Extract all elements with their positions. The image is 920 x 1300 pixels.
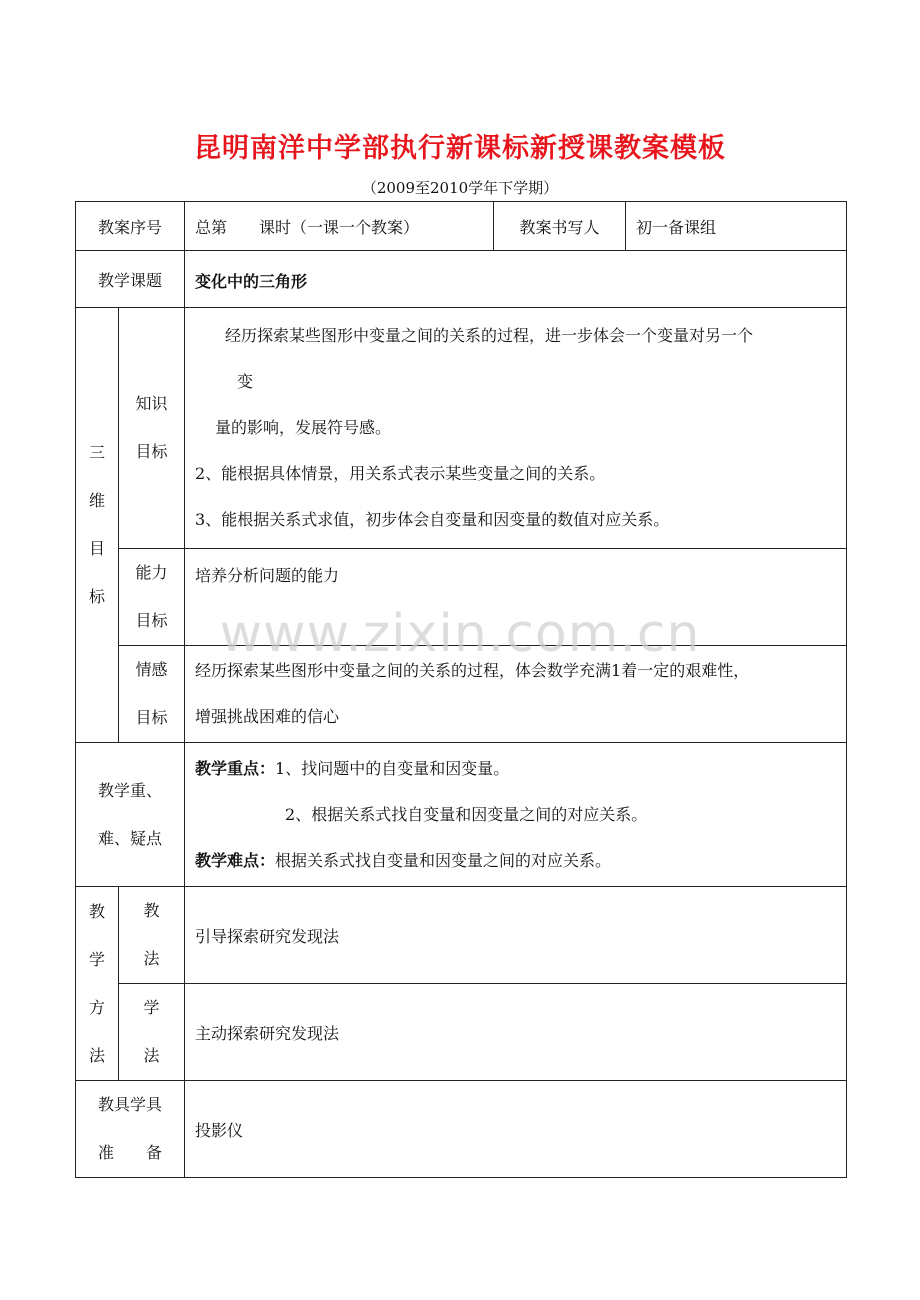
focus-label: 教学重点： [195, 758, 276, 778]
learning-method-row [76, 984, 847, 1081]
learning-method-content: 主动探索研究发现法 [185, 984, 847, 1081]
topic-value: 变化中的三角形 [185, 251, 847, 308]
emotion-goal-row [76, 646, 847, 743]
knowledge-goal-label: 知识 目标 [119, 308, 185, 549]
header-row [76, 202, 847, 251]
emotion-goal-label: 情感 目标 [119, 646, 185, 743]
goals-label: 三 维 目 标 [76, 308, 119, 743]
teaching-method-content: 引导探索研究发现法 [185, 887, 847, 984]
teaching-method-label: 教 法 [119, 887, 185, 984]
seq-label: 教案序号 [76, 202, 185, 251]
key-points-content: 教学重点：1、找问题中的自变量和因变量。 2、根据关系式找自变量和因变量之间的对应关系。 教学难点：根据关系式找自变量和因变量之间的对应关系。 [185, 743, 847, 887]
topic-row [76, 251, 847, 308]
knowledge-goal-content: 经历探索某些图形中变量之间的关系的过程，进一步体会一个变量对另一个 变 量的影响，发展符号感。 2、能根据具体情景，用关系式表示某些变量之间的关系。 3、能根据关系式求值，初步体会自变量和因变量的数值对应关系。 [185, 308, 847, 549]
writer-label: 教案书写人 [494, 202, 626, 251]
key-points-row [76, 743, 847, 887]
ability-goal-content: 培养分析问题的能力 [185, 549, 847, 646]
tools-row [76, 1081, 847, 1178]
ability-goal-label: 能力 目标 [119, 549, 185, 646]
ability-goal-row [76, 549, 847, 646]
learning-method-label: 学 法 [119, 984, 185, 1081]
tools-label: 教具学具 准 备 [76, 1081, 185, 1178]
topic-label: 教学课题 [76, 251, 185, 308]
seq-value: 总第 课时（一课一个教案） [185, 202, 494, 251]
lesson-plan-table [75, 201, 847, 1178]
writer-value: 初一备课组 [626, 202, 847, 251]
difficulty-label: 教学难点： [195, 850, 276, 870]
teaching-method-row [76, 887, 847, 984]
semester-subtitle: （2009至2010学年下学期） [361, 179, 559, 197]
key-points-label: 教学重、 难、疑点 [76, 743, 185, 887]
knowledge-goal-row [76, 308, 847, 549]
methods-label: 教 学 方 法 [76, 887, 119, 1081]
watermark: www.zixin.com.cn [219, 604, 701, 664]
page-title: 昆明南洋中学部执行新课标新授课教案模板 [194, 133, 726, 164]
tools-content: 投影仪 [185, 1081, 847, 1178]
emotion-goal-content: 经历探索某些图形中变量之间的关系的过程，体会数学充满1着一定的艰难性， 增强挑战困难的信心 [185, 646, 847, 743]
